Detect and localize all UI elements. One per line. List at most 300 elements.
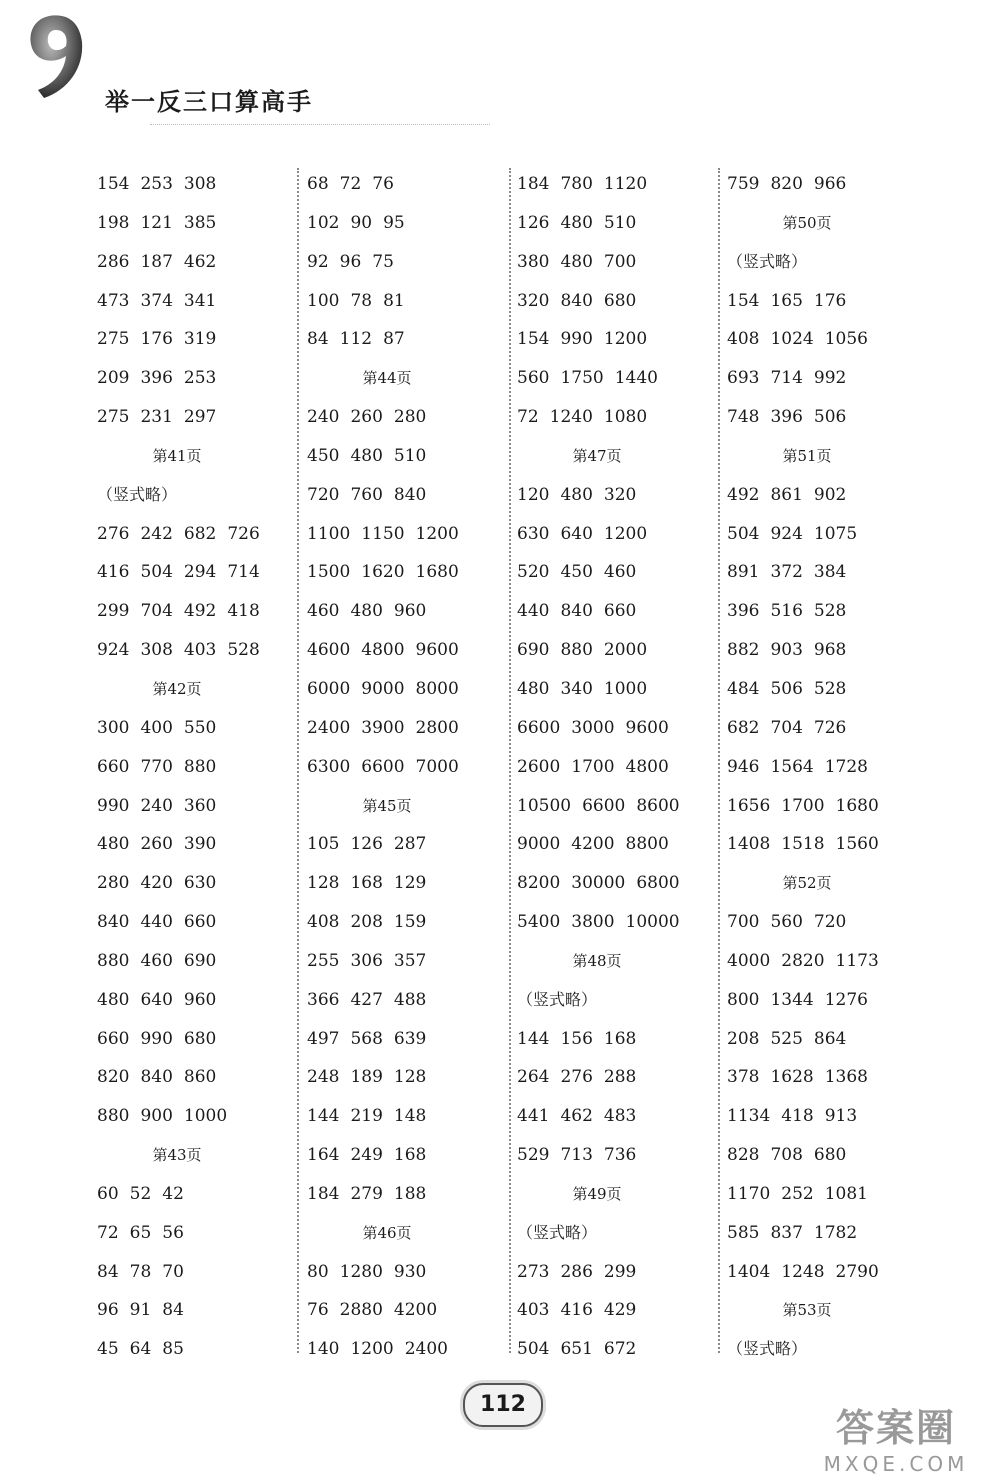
answer-value: 480 bbox=[560, 484, 593, 505]
answer-value: 506 bbox=[770, 678, 803, 699]
watermark bbox=[806, 1397, 986, 1476]
answer-value: 187 bbox=[140, 251, 173, 272]
answer-value: 286 bbox=[560, 1261, 593, 1282]
header-divider bbox=[150, 124, 490, 125]
answer-value: 3800 bbox=[571, 912, 615, 933]
answer-value: 1200 bbox=[603, 329, 648, 350]
answer-value: 992 bbox=[813, 368, 847, 389]
answer-value: 760 bbox=[350, 484, 383, 505]
answer-value: 299 bbox=[97, 601, 130, 622]
answer-row bbox=[97, 864, 297, 903]
answer-value: 408 bbox=[307, 912, 340, 933]
answer-value: 9600 bbox=[415, 640, 459, 661]
answer-value: 42 bbox=[162, 1183, 184, 1204]
answer-value: 560 bbox=[770, 912, 803, 933]
answer-row bbox=[517, 515, 717, 554]
answer-row bbox=[307, 825, 507, 864]
answer-value: 276 bbox=[97, 523, 130, 544]
logo-nine-icon bbox=[10, 8, 100, 100]
answer-value: 440 bbox=[140, 912, 173, 933]
answer-value: 68 bbox=[307, 174, 329, 194]
answer-value: 510 bbox=[603, 212, 637, 233]
answer-value: 120 bbox=[517, 484, 550, 505]
answer-value: 693 bbox=[727, 368, 760, 389]
answer-value: 396 bbox=[770, 407, 803, 428]
answer-value: 682 bbox=[727, 717, 760, 738]
answer-value: 6600 bbox=[517, 717, 561, 738]
answer-value: 242 bbox=[140, 523, 173, 544]
answer-row bbox=[517, 398, 717, 437]
answer-value: 396 bbox=[140, 368, 173, 389]
answer-row bbox=[307, 1097, 507, 1136]
answer-value: 380 bbox=[517, 251, 550, 272]
answer-row bbox=[97, 1175, 297, 1214]
answer-row bbox=[727, 515, 927, 554]
answer-value: 660 bbox=[603, 601, 637, 622]
answer-row bbox=[727, 709, 927, 748]
answer-value: 6600 bbox=[582, 795, 626, 816]
answer-value: 682 bbox=[183, 523, 217, 544]
page-number-badge bbox=[463, 1383, 543, 1427]
answer-row bbox=[517, 864, 717, 903]
answer-value: 168 bbox=[393, 1145, 427, 1166]
answer-value: 219 bbox=[350, 1106, 383, 1127]
answer-value: 966 bbox=[813, 174, 847, 194]
page-heading: 第51页 bbox=[782, 446, 832, 465]
answer-value: 525 bbox=[770, 1028, 803, 1049]
answer-row bbox=[727, 553, 927, 592]
answer-row bbox=[97, 1097, 297, 1136]
answer-value: 1100 bbox=[307, 523, 351, 544]
answer-row bbox=[727, 942, 927, 981]
answer-row bbox=[517, 787, 717, 826]
answer-value: 248 bbox=[307, 1067, 340, 1088]
answer-value: 4800 bbox=[625, 756, 669, 777]
note-text: （竖式略） bbox=[517, 989, 598, 1009]
answer-row bbox=[727, 282, 927, 321]
answer-value: 516 bbox=[770, 601, 803, 622]
answer-value: 2600 bbox=[517, 756, 561, 777]
answer-value: 560 bbox=[517, 368, 550, 389]
answer-row bbox=[307, 204, 507, 243]
answer-row bbox=[97, 204, 297, 243]
answer-row bbox=[97, 825, 297, 864]
answer-value: 308 bbox=[140, 640, 173, 661]
answer-value: 9000 bbox=[517, 834, 561, 855]
answer-value: 1680 bbox=[415, 562, 459, 583]
answer-row bbox=[307, 437, 507, 476]
answer-row bbox=[727, 359, 927, 398]
answer-value: 651 bbox=[560, 1339, 593, 1360]
answer-row bbox=[97, 515, 297, 554]
book-title: 举一反三口算高手 bbox=[105, 88, 313, 116]
answer-value: 1200 bbox=[415, 523, 459, 544]
answer-value: 357 bbox=[393, 950, 427, 971]
answer-value: 450 bbox=[560, 562, 593, 583]
answer-value: 1518 bbox=[781, 834, 825, 855]
answer-value: 672 bbox=[603, 1339, 637, 1360]
column-divider bbox=[509, 168, 511, 1353]
answer-value: 140 bbox=[307, 1339, 340, 1360]
answer-value: 990 bbox=[97, 795, 130, 816]
answer-value: 903 bbox=[770, 640, 803, 661]
answer-value: 275 bbox=[97, 407, 130, 428]
answer-row bbox=[727, 592, 927, 631]
answer-value: 75 bbox=[372, 251, 394, 272]
answer-value: 630 bbox=[183, 873, 217, 894]
answer-value: 497 bbox=[307, 1028, 340, 1049]
answer-value: 880 bbox=[97, 950, 130, 971]
answer-value: 480 bbox=[350, 601, 383, 622]
answer-value: 860 bbox=[183, 1067, 217, 1088]
answer-row bbox=[97, 787, 297, 826]
answer-value: 639 bbox=[393, 1028, 427, 1049]
answer-value: 384 bbox=[813, 562, 847, 583]
answer-value: 154 bbox=[517, 329, 550, 350]
answer-value: 264 bbox=[517, 1067, 550, 1088]
page-heading: 第47页 bbox=[572, 446, 622, 465]
answer-value: 780 bbox=[560, 174, 593, 194]
answer-value: 1056 bbox=[824, 329, 868, 350]
answer-value: 828 bbox=[727, 1145, 760, 1166]
answer-row bbox=[517, 709, 717, 748]
answer-value: 1248 bbox=[781, 1261, 825, 1282]
answer-value: 390 bbox=[183, 834, 217, 855]
answer-value: 154 bbox=[97, 174, 130, 194]
answer-value: 80 bbox=[307, 1261, 329, 1282]
answer-value: 240 bbox=[307, 407, 340, 428]
answer-value: 105 bbox=[307, 834, 340, 855]
answer-value: 680 bbox=[183, 1028, 217, 1049]
answer-value: 861 bbox=[770, 484, 803, 505]
answer-value: 360 bbox=[183, 795, 217, 816]
answer-value: 492 bbox=[727, 484, 760, 505]
answer-value: 253 bbox=[183, 368, 217, 389]
answer-value: 1750 bbox=[560, 368, 604, 389]
answer-row bbox=[307, 592, 507, 631]
answer-row bbox=[97, 553, 297, 592]
answer-value: 70 bbox=[162, 1261, 184, 1282]
answer-value: 1500 bbox=[307, 562, 351, 583]
page-heading: 第42页 bbox=[152, 679, 202, 698]
answer-value: 260 bbox=[350, 407, 383, 428]
page-heading: 第49页 bbox=[572, 1184, 622, 1203]
answer-row bbox=[307, 670, 507, 709]
column-divider bbox=[718, 168, 720, 1353]
answer-value: 640 bbox=[560, 523, 593, 544]
answer-value: 418 bbox=[227, 601, 260, 622]
answer-value: 280 bbox=[97, 873, 130, 894]
answer-value: 72 bbox=[339, 174, 362, 194]
answer-value: 279 bbox=[350, 1183, 383, 1204]
answer-value: 300 bbox=[97, 717, 130, 738]
answer-value: 4200 bbox=[571, 834, 615, 855]
answer-value: 864 bbox=[813, 1028, 847, 1049]
answer-row bbox=[97, 1020, 297, 1059]
answer-value: 95 bbox=[383, 212, 405, 233]
answer-row bbox=[97, 592, 297, 631]
answer-value: 480 bbox=[517, 678, 550, 699]
answer-value: 800 bbox=[727, 989, 760, 1010]
answer-value: 84 bbox=[307, 329, 329, 350]
answer-value: 102 bbox=[307, 212, 340, 233]
answer-value: 403 bbox=[183, 640, 217, 661]
answer-value: 902 bbox=[813, 484, 847, 505]
answer-value: 462 bbox=[560, 1106, 593, 1127]
answer-value: 168 bbox=[603, 1028, 637, 1049]
answer-value: 568 bbox=[350, 1028, 383, 1049]
answer-row bbox=[517, 476, 717, 515]
answer-value: 91 bbox=[129, 1300, 152, 1321]
answer-value: 506 bbox=[813, 407, 847, 428]
answer-value: 726 bbox=[227, 523, 260, 544]
answer-value: 8600 bbox=[636, 795, 680, 816]
answer-row bbox=[517, 1291, 717, 1330]
page-heading: 第41页 bbox=[152, 446, 202, 465]
answer-row bbox=[727, 320, 927, 359]
answer-value: 6300 bbox=[307, 756, 351, 777]
answer-value: 275 bbox=[97, 329, 130, 350]
answer-value: 440 bbox=[517, 601, 550, 622]
answer-value: 1404 bbox=[727, 1261, 771, 1282]
answer-row bbox=[727, 476, 927, 515]
answer-value: 9000 bbox=[361, 678, 405, 699]
answer-value: 550 bbox=[183, 717, 217, 738]
note-text: （竖式略） bbox=[727, 251, 808, 271]
answer-value: 56 bbox=[162, 1222, 184, 1243]
answer-value: 276 bbox=[560, 1067, 593, 1088]
answer-value: 319 bbox=[183, 329, 217, 350]
answer-row bbox=[307, 1175, 507, 1214]
answer-value: 4800 bbox=[361, 640, 405, 661]
answer-value: 8800 bbox=[625, 834, 669, 855]
answer-value: 2800 bbox=[415, 717, 459, 738]
answer-row bbox=[307, 1136, 507, 1175]
answer-value: 252 bbox=[781, 1183, 814, 1204]
answer-row bbox=[307, 631, 507, 670]
answer-value: 510 bbox=[393, 445, 427, 466]
answer-value: 2000 bbox=[603, 640, 648, 661]
answer-value: 4200 bbox=[393, 1300, 438, 1321]
page-heading: 第45页 bbox=[362, 796, 412, 815]
answer-value: 704 bbox=[770, 717, 803, 738]
answer-value: 72 bbox=[97, 1222, 119, 1243]
answer-value: 52 bbox=[129, 1183, 152, 1204]
answer-value: 385 bbox=[183, 212, 217, 233]
answer-value: 528 bbox=[227, 640, 260, 661]
answer-value: 1170 bbox=[727, 1183, 771, 1204]
answer-value: 930 bbox=[393, 1261, 427, 1282]
answer-value: 840 bbox=[97, 912, 130, 933]
answer-value: 420 bbox=[140, 873, 173, 894]
answer-value: 720 bbox=[307, 484, 340, 505]
answer-value: 260 bbox=[140, 834, 173, 855]
answer-value: 1081 bbox=[824, 1183, 868, 1204]
answer-value: 209 bbox=[97, 368, 130, 389]
answer-value: 460 bbox=[307, 601, 340, 622]
answer-value: 2820 bbox=[781, 950, 825, 971]
answer-column-1 bbox=[97, 165, 297, 1369]
answer-row bbox=[727, 631, 927, 670]
answer-value: 759 bbox=[727, 174, 760, 194]
answer-value: 820 bbox=[770, 174, 803, 194]
note-text: （竖式略） bbox=[517, 1222, 598, 1242]
answer-row bbox=[97, 1291, 297, 1330]
answer-row bbox=[727, 981, 927, 1020]
answer-value: 90 bbox=[350, 212, 373, 233]
answer-value: 273 bbox=[517, 1261, 550, 1282]
answer-row bbox=[727, 1020, 927, 1059]
answer-row bbox=[97, 243, 297, 282]
answer-row bbox=[307, 903, 507, 942]
answer-value: 96 bbox=[97, 1300, 119, 1321]
answer-value: 1620 bbox=[361, 562, 405, 583]
answer-value: 372 bbox=[770, 562, 803, 583]
answer-value: 460 bbox=[603, 562, 637, 583]
answer-value: 65 bbox=[129, 1222, 152, 1243]
answer-row bbox=[97, 282, 297, 321]
answer-value: 520 bbox=[517, 562, 550, 583]
answer-value: 176 bbox=[140, 329, 173, 350]
answer-value: 320 bbox=[517, 290, 550, 311]
answer-value: 96 bbox=[339, 251, 362, 272]
answer-value: 585 bbox=[727, 1222, 760, 1243]
answer-value: 960 bbox=[393, 601, 427, 622]
answer-value: 529 bbox=[517, 1145, 550, 1166]
answer-value: 208 bbox=[727, 1028, 760, 1049]
answer-value: 1628 bbox=[770, 1067, 814, 1088]
page-heading: 第43页 bbox=[152, 1146, 202, 1165]
answer-value: 480 bbox=[97, 834, 130, 855]
note-text: （竖式略） bbox=[97, 484, 178, 504]
page-number: 112 bbox=[480, 1392, 526, 1417]
answer-value: 1408 bbox=[727, 834, 771, 855]
answer-row bbox=[97, 398, 297, 437]
answer-value: 6000 bbox=[307, 678, 351, 699]
answer-value: 726 bbox=[813, 717, 847, 738]
answer-value: 660 bbox=[97, 756, 130, 777]
answer-value: 640 bbox=[140, 989, 173, 1010]
answer-column-3 bbox=[517, 165, 717, 1369]
answer-value: 10500 bbox=[517, 795, 572, 816]
answer-row bbox=[307, 282, 507, 321]
answer-value: 770 bbox=[140, 756, 173, 777]
answer-value: 1000 bbox=[183, 1106, 228, 1127]
answer-value: 1700 bbox=[781, 795, 825, 816]
answer-value: 240 bbox=[140, 795, 173, 816]
answer-value: 403 bbox=[517, 1300, 550, 1321]
answer-row bbox=[727, 1214, 927, 1253]
answer-row bbox=[97, 165, 297, 204]
answer-row bbox=[727, 787, 927, 826]
answer-value: 990 bbox=[140, 1028, 173, 1049]
answer-value: 690 bbox=[517, 640, 550, 661]
answer-value: 253 bbox=[140, 174, 173, 194]
answer-row bbox=[727, 1097, 927, 1136]
answer-row bbox=[517, 1330, 717, 1369]
answer-value: 1368 bbox=[824, 1067, 868, 1088]
answer-value: 128 bbox=[393, 1067, 427, 1088]
answer-value: 713 bbox=[560, 1145, 593, 1166]
answer-value: 297 bbox=[183, 407, 217, 428]
answer-value: 1656 bbox=[727, 795, 771, 816]
answer-value: 462 bbox=[183, 251, 217, 272]
answer-value: 30000 bbox=[571, 873, 626, 894]
answer-value: 320 bbox=[603, 484, 637, 505]
answer-row bbox=[517, 243, 717, 282]
answer-value: 1240 bbox=[549, 407, 593, 428]
answer-value: 1024 bbox=[770, 329, 814, 350]
answer-value: 720 bbox=[813, 912, 847, 933]
answer-value: 129 bbox=[393, 873, 427, 894]
answer-row bbox=[517, 592, 717, 631]
answer-column-2 bbox=[307, 165, 507, 1369]
answer-row bbox=[307, 476, 507, 515]
answer-value: 6800 bbox=[636, 873, 680, 894]
answer-value: 78 bbox=[129, 1261, 152, 1282]
answer-value: 1075 bbox=[813, 523, 858, 544]
answer-value: 968 bbox=[813, 640, 847, 661]
answer-value: 299 bbox=[603, 1261, 637, 1282]
answer-value: 2400 bbox=[404, 1339, 448, 1360]
answer-row bbox=[307, 165, 507, 204]
answer-value: 1000 bbox=[603, 678, 648, 699]
answer-value: 480 bbox=[97, 989, 130, 1010]
answer-row bbox=[517, 553, 717, 592]
answer-value: 306 bbox=[350, 950, 383, 971]
answer-row bbox=[727, 1175, 927, 1214]
answer-row bbox=[307, 981, 507, 1020]
answer-value: 1280 bbox=[339, 1261, 383, 1282]
page-heading: 第52页 bbox=[782, 874, 832, 893]
answer-value: 480 bbox=[560, 212, 593, 233]
answer-row bbox=[97, 359, 297, 398]
answer-value: 528 bbox=[813, 601, 847, 622]
answer-value: 112 bbox=[339, 329, 373, 350]
answer-value: 840 bbox=[560, 601, 593, 622]
answer-value: 1344 bbox=[770, 989, 814, 1010]
answer-value: 1134 bbox=[727, 1106, 771, 1127]
answer-row bbox=[307, 1020, 507, 1059]
answer-value: 76 bbox=[307, 1300, 329, 1321]
answer-row bbox=[97, 1214, 297, 1253]
answer-value: 880 bbox=[560, 640, 593, 661]
answer-row bbox=[517, 320, 717, 359]
answer-value: 714 bbox=[770, 368, 803, 389]
page-heading: 第46页 bbox=[362, 1223, 412, 1242]
answer-value: 4000 bbox=[727, 950, 771, 971]
answer-row bbox=[97, 709, 297, 748]
answer-value: 6600 bbox=[361, 756, 405, 777]
answer-value: 288 bbox=[603, 1067, 637, 1088]
answer-value: 700 bbox=[727, 912, 760, 933]
answer-value: 504 bbox=[727, 523, 760, 544]
answer-value: 484 bbox=[727, 678, 760, 699]
answer-value: 660 bbox=[183, 912, 217, 933]
answer-value: 680 bbox=[603, 290, 637, 311]
answer-value: 144 bbox=[517, 1028, 550, 1049]
answer-value: 5400 bbox=[517, 912, 561, 933]
answer-row bbox=[97, 1058, 297, 1097]
answer-value: 416 bbox=[560, 1300, 593, 1321]
answer-value: 1276 bbox=[824, 989, 868, 1010]
page-heading: 第53页 bbox=[782, 1301, 832, 1320]
answer-value: 690 bbox=[183, 950, 217, 971]
answer-row bbox=[307, 515, 507, 554]
answer-row bbox=[517, 631, 717, 670]
answer-value: 1700 bbox=[571, 756, 615, 777]
answer-row bbox=[307, 1291, 507, 1330]
